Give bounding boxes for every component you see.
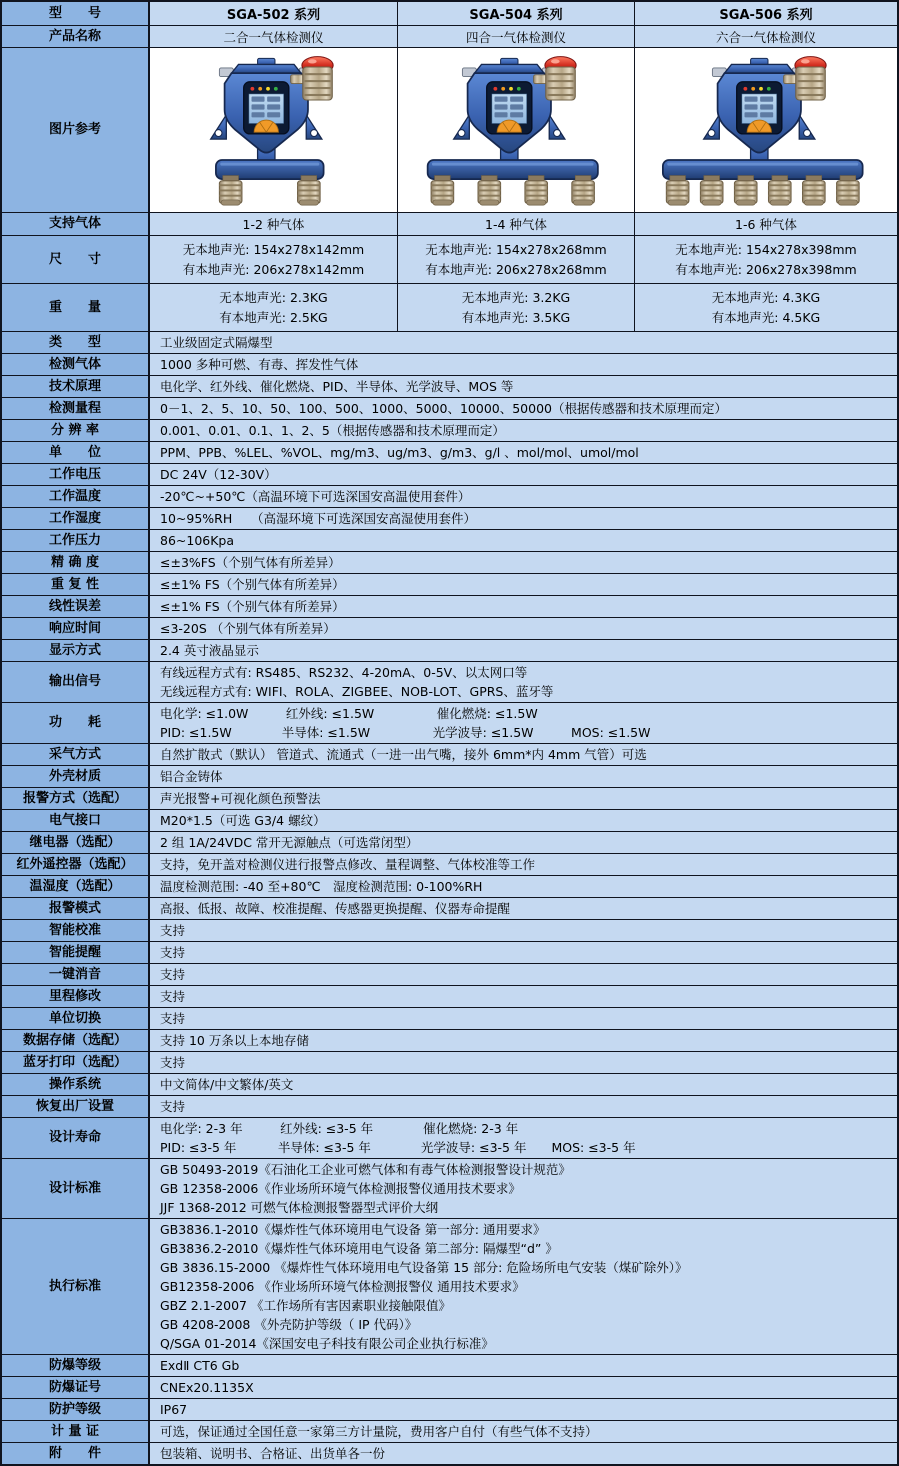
row-value [150, 744, 897, 765]
row-label: 单位切换 [2, 1008, 150, 1029]
row-label: 数据存储（选配） [2, 1030, 150, 1051]
row-label: 附 件 [2, 1443, 150, 1464]
row-label: 工作压力 [2, 530, 150, 551]
row-value-line: 支持 [160, 1055, 186, 1070]
table-row-model [2, 2, 897, 25]
weight-1 [150, 284, 398, 331]
row-label: 继电器（选配） [2, 832, 150, 853]
row-label-dimensions: 尺 寸 [2, 236, 150, 283]
row-label: 工作电压 [2, 464, 150, 485]
row-value [150, 376, 897, 397]
row-value-line: ≤±3%FS（个别气体有所差异） [160, 555, 341, 570]
weight-line: 有本地声光: 3.5KG [461, 309, 571, 325]
row-value [150, 486, 897, 507]
table-row [2, 1420, 897, 1442]
row-value [150, 1096, 897, 1117]
model-sga-506: SGA-506 系列 [635, 2, 897, 25]
table-row [2, 853, 897, 875]
row-value [150, 1355, 897, 1376]
table-row [2, 1117, 897, 1158]
table-row [2, 743, 897, 765]
row-value [150, 1377, 897, 1398]
row-value-line: 自然扩散式（默认） 管道式、流通式（一进一出气嘴，接外 6mm*内 4mm 气管）可选 [160, 747, 647, 762]
table-row [2, 617, 897, 639]
row-label: 显示方式 [2, 640, 150, 661]
row-value [150, 898, 897, 919]
row-value-line: 0－1、2、5、10、50、100、500、1000、5000、10000、50000（根据传感器和技术原理而定） [160, 401, 727, 416]
model-sga-502: SGA-502 系列 [150, 2, 398, 25]
row-label: 红外遥控器（选配） [2, 854, 150, 875]
gas-support-2: 1-4 种气体 [398, 213, 635, 235]
row-value [150, 1159, 897, 1218]
row-label-model: 型 号 [2, 2, 150, 25]
dimension-line: 无本地声光: 154x278x142mm [182, 242, 365, 258]
row-value [150, 942, 897, 963]
table-row [2, 441, 897, 463]
table-row [2, 919, 897, 941]
row-value-line: JJF 1368-2012 可燃气体检测报警器型式评价大纲 [160, 1200, 439, 1215]
row-value-line: ≤3-20S （个别气体有所差异） [160, 621, 336, 636]
row-value-line: GB 12358-2006《作业场所环境气体检测报警仪通用技术要求》 [160, 1181, 521, 1196]
row-label: 检测量程 [2, 398, 150, 419]
row-label: 执行标准 [2, 1219, 150, 1354]
dimension-line: 有本地声光: 206x278x142mm [182, 261, 365, 277]
row-value-line: CNEx20.1135X [160, 1380, 254, 1395]
row-label: 精 确 度 [2, 552, 150, 573]
dimension-line: 有本地声光: 206x278x398mm [675, 261, 857, 277]
row-value [150, 788, 897, 809]
row-value-line: GB12358-2006 《作业场所环境气体检测报警仪 通用技术要求》 [160, 1279, 525, 1294]
row-value [150, 703, 897, 743]
image-cell-sga-506 [635, 48, 897, 212]
row-value-line: GBZ 2.1-2007 《工作场所有害因素职业接触限值》 [160, 1298, 451, 1313]
gas-support-1: 1-2 种气体 [150, 213, 398, 235]
table-row [2, 1398, 897, 1420]
row-value-line: DC 24V（12-30V） [160, 467, 277, 482]
dimensions-2 [398, 236, 635, 283]
row-value-line: 包装箱、说明书、合格证、出货单各一份 [160, 1446, 386, 1461]
row-value-line: GB 50493-2019《石油化工企业可燃气体和有毒气体检测报警设计规范》 [160, 1162, 571, 1177]
row-value-line: Q/SGA 01-2014《深国安电子科技有限公司企业执行标准》 [160, 1336, 494, 1351]
row-value [150, 1074, 897, 1095]
product-image-sga-504-detector [412, 54, 620, 206]
row-value-line: 支持 10 万条以上本地存储 [160, 1033, 309, 1048]
model-sga-504: SGA-504 系列 [398, 2, 635, 25]
row-value-line: 支持 [160, 967, 186, 982]
weight-line: 无本地声光: 2.3KG [219, 290, 328, 306]
row-label: 设计标准 [2, 1159, 150, 1218]
table-row [2, 1029, 897, 1051]
row-value [150, 876, 897, 897]
table-row [2, 595, 897, 617]
row-value [150, 618, 897, 639]
row-value [150, 662, 897, 702]
table-row [2, 1442, 897, 1464]
row-value [150, 854, 897, 875]
weight-line: 无本地声光: 3.2KG [461, 290, 571, 306]
image-cell-sga-502 [150, 48, 398, 212]
product-name-2: 四合一气体检测仪 [398, 26, 635, 47]
row-label-weight: 重 量 [2, 284, 150, 331]
row-label-image-reference: 图片参考 [2, 48, 150, 212]
row-value-line: GB 4208-2008 《外壳防护等级（ IP 代码）》 [160, 1317, 418, 1332]
row-value-line: 支持，免开盖对检测仪进行报警点修改、量程调整、气体校准等工作 [160, 857, 536, 872]
row-value [150, 832, 897, 853]
row-value-line: 2.4 英寸液晶显示 [160, 643, 259, 658]
weight-3 [635, 284, 897, 331]
row-label: 里程修改 [2, 986, 150, 1007]
row-label: 蓝牙打印（选配） [2, 1052, 150, 1073]
row-value-line: 10~95%RH （高湿环境下可选深国安高湿使用套件） [160, 511, 476, 526]
row-label: 设计寿命 [2, 1118, 150, 1158]
row-label-gas-support: 支持气体 [2, 213, 150, 235]
row-label: 恢复出厂设置 [2, 1096, 150, 1117]
dimension-line: 无本地声光: 154x278x398mm [675, 242, 857, 258]
row-value [150, 920, 897, 941]
row-label: 工作温度 [2, 486, 150, 507]
table-row-product-name [2, 25, 897, 47]
table-row [2, 1073, 897, 1095]
table-row [2, 765, 897, 787]
row-value [150, 574, 897, 595]
table-row-dimensions [2, 235, 897, 283]
row-value-line: 1000 多种可燃、有毒、挥发性气体 [160, 357, 359, 372]
table-row [2, 787, 897, 809]
row-label: 输出信号 [2, 662, 150, 702]
row-label: 电气接口 [2, 810, 150, 831]
row-value-line: ≤±1% FS（个别气体有所差异） [160, 599, 345, 614]
row-value [150, 810, 897, 831]
row-label: 智能提醒 [2, 942, 150, 963]
row-value-line: GB3836.2-2010《爆炸性气体环境用电气设备 第二部分: 隔爆型“d” 》 [160, 1241, 558, 1256]
row-value-line: 支持 [160, 923, 186, 938]
row-label: 计 量 证 [2, 1421, 150, 1442]
product-name-3: 六合一气体检测仪 [635, 26, 897, 47]
table-row [2, 1051, 897, 1073]
row-label: 报警模式 [2, 898, 150, 919]
row-value [150, 552, 897, 573]
row-label: 防护等级 [2, 1399, 150, 1420]
dimensions-1 [150, 236, 398, 283]
row-value-line: PPM、PPB、%LEL、%VOL、mg/m3、ug/m3、g/m3、g/l 、mol/mol、umol/mol [160, 445, 639, 460]
row-value [150, 332, 897, 353]
row-label: 一键消音 [2, 964, 150, 985]
table-row [2, 809, 897, 831]
table-row [2, 875, 897, 897]
row-value-line: 中文简体/中文繁体/英文 [160, 1077, 294, 1092]
row-value-line: 0.001、0.01、0.1、1、2、5（根据传感器和技术原理而定） [160, 423, 505, 438]
row-label: 类 型 [2, 332, 150, 353]
table-row [2, 397, 897, 419]
table-row [2, 419, 897, 441]
dimension-line: 有本地声光: 206x278x268mm [425, 261, 607, 277]
weight-line: 有本地声光: 2.5KG [219, 309, 328, 325]
table-row [2, 639, 897, 661]
row-value-line: 86~106Kpa [160, 533, 235, 548]
row-value-line: 有线远程方式有: RS485、RS232、4-20mA、0-5V、以太网口等 [160, 665, 528, 680]
row-value [150, 464, 897, 485]
row-value [150, 1052, 897, 1073]
table-row [2, 507, 897, 529]
row-value [150, 640, 897, 661]
row-value-line: 可选，保证通过全国任意一家第三方计量院，费用客户自付（有些气体不支持） [160, 1424, 598, 1439]
row-value [150, 442, 897, 463]
table-row [2, 985, 897, 1007]
row-label: 检测气体 [2, 354, 150, 375]
row-value [150, 986, 897, 1007]
row-label: 智能校准 [2, 920, 150, 941]
table-row [2, 702, 897, 743]
product-image-sga-502-detector [169, 54, 377, 206]
weight-line: 有本地声光: 4.5KG [711, 309, 821, 325]
row-label: 单 位 [2, 442, 150, 463]
row-value-line: 电化学: ≤1.0W 红外线: ≤1.5W 催化燃烧: ≤1.5W [160, 706, 538, 721]
row-value-line: 工业级固定式隔爆型 [160, 335, 273, 350]
table-row [2, 897, 897, 919]
row-value [150, 530, 897, 551]
table-row [2, 1354, 897, 1376]
row-label: 防爆等级 [2, 1355, 150, 1376]
weight-line: 无本地声光: 4.3KG [711, 290, 821, 306]
table-row [2, 661, 897, 702]
row-value [150, 1030, 897, 1051]
row-value [150, 964, 897, 985]
table-row [2, 331, 897, 353]
table-row [2, 573, 897, 595]
table-row [2, 831, 897, 853]
table-row [2, 1095, 897, 1117]
row-value-line: 无线远程方式有: WIFI、ROLA、ZIGBEE、NOB-LOT、GPRS、蓝牙等 [160, 684, 554, 699]
row-value-line: 温度检测范围: -40 至+80℃ 湿度检测范围: 0-100%RH [160, 879, 483, 894]
row-value [150, 1118, 897, 1158]
row-label-product-name: 产品名称 [2, 26, 150, 47]
dimensions-3 [635, 236, 897, 283]
row-label: 技术原理 [2, 376, 150, 397]
table-row-image-reference [2, 47, 897, 212]
table-row [2, 1376, 897, 1398]
row-value [150, 354, 897, 375]
table-row [2, 375, 897, 397]
gas-support-3: 1-6 种气体 [635, 213, 897, 235]
row-value-line: 铝合金铸体 [160, 769, 223, 784]
row-value [150, 1421, 897, 1442]
table-row [2, 485, 897, 507]
table-row [2, 1007, 897, 1029]
row-value-line: GB 3836.15-2000 《爆炸性气体环境用电气设备第 15 部分: 危险场所电气安装（煤矿除外）》 [160, 1260, 688, 1275]
row-value-line: ExdⅡ CT6 Gb [160, 1358, 240, 1373]
row-value-line: 声光报警+可视化颜色预警法 [160, 791, 321, 806]
row-label: 操作系统 [2, 1074, 150, 1095]
row-value [150, 1219, 897, 1354]
weight-2 [398, 284, 635, 331]
table-row [2, 963, 897, 985]
row-value-line: 支持 [160, 1011, 186, 1026]
dimension-line: 无本地声光: 154x278x268mm [425, 242, 607, 258]
row-label: 功 耗 [2, 703, 150, 743]
row-label: 分 辨 率 [2, 420, 150, 441]
row-value-line: PID: ≤3-5 年 半导体: ≤3-5 年 光学波导: ≤3-5 年 MOS: ≤3-5 年 [160, 1140, 636, 1155]
row-value-line: M20*1.5（可选 G3/4 螺纹） [160, 813, 326, 828]
row-value-line: 高报、低报、故障、校准提醒、传感器更换提醒、仪器寿命提醒 [160, 901, 511, 916]
table-row-weight [2, 283, 897, 331]
row-value [150, 420, 897, 441]
row-label: 采气方式 [2, 744, 150, 765]
row-label: 防爆证号 [2, 1377, 150, 1398]
row-label: 温湿度（选配） [2, 876, 150, 897]
table-row [2, 551, 897, 573]
row-value [150, 766, 897, 787]
row-value [150, 398, 897, 419]
row-value [150, 596, 897, 617]
product-name-1: 二合一气体检测仪 [150, 26, 398, 47]
table-row [2, 463, 897, 485]
row-label: 工作湿度 [2, 508, 150, 529]
row-value-line: 电化学、红外线、催化燃烧、PID、半导体、光学波导、MOS 等 [160, 379, 514, 394]
row-value-line: 2 组 1A/24VDC 常开无源触点（可选常闭型） [160, 835, 419, 850]
row-value-line: IP67 [160, 1402, 188, 1417]
table-row-gas-support [2, 212, 897, 235]
table-row [2, 1158, 897, 1218]
image-cell-sga-504 [398, 48, 635, 212]
row-value-line: -20℃~+50℃（高温环境下可选深国安高温使用套件） [160, 489, 471, 504]
row-value [150, 1399, 897, 1420]
product-image-sga-506-detector [662, 54, 870, 206]
row-label: 线性误差 [2, 596, 150, 617]
row-label: 报警方式（选配） [2, 788, 150, 809]
row-value-line: 支持 [160, 945, 186, 960]
table-row [2, 941, 897, 963]
row-value-line: 支持 [160, 1099, 186, 1114]
row-value-line: PID: ≤1.5W 半导体: ≤1.5W 光学波导: ≤1.5W MOS: ≤1.5W [160, 725, 651, 740]
row-label: 重 复 性 [2, 574, 150, 595]
row-value [150, 508, 897, 529]
row-label: 外壳材质 [2, 766, 150, 787]
row-label: 响应时间 [2, 618, 150, 639]
table-row [2, 353, 897, 375]
row-value [150, 1008, 897, 1029]
row-value-line: GB3836.1-2010《爆炸性气体环境用电气设备 第一部分: 通用要求》 [160, 1222, 546, 1237]
row-value-line: ≤±1% FS（个别气体有所差异） [160, 577, 345, 592]
row-value-line: 电化学: 2-3 年 红外线: ≤3-5 年 催化燃烧: 2-3 年 [160, 1121, 519, 1136]
row-value-line: 支持 [160, 989, 186, 1004]
table-row [2, 529, 897, 551]
table-row [2, 1218, 897, 1354]
